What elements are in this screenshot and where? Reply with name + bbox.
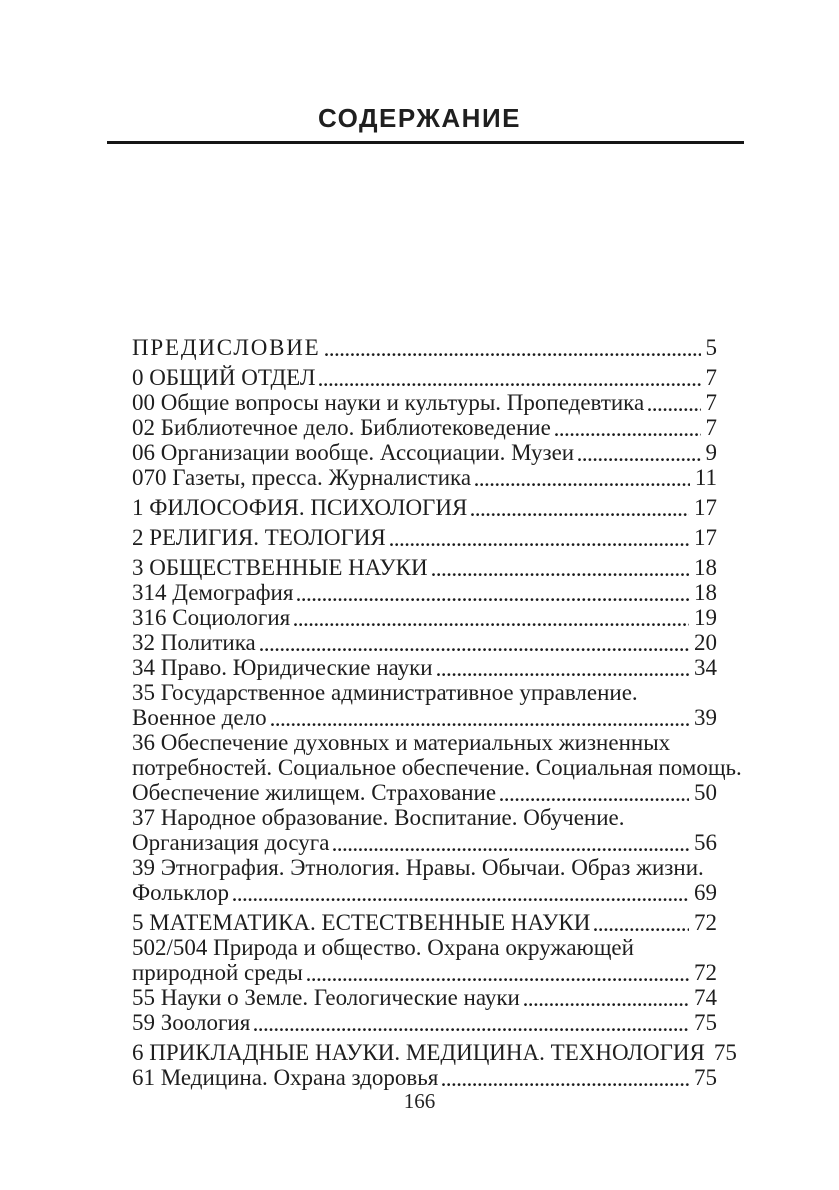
toc-page-number: 75 — [694, 1010, 717, 1035]
dot-leader — [471, 512, 689, 517]
dot-leader — [307, 977, 689, 982]
toc-entry-text: 502/504 Природа и общество. Охрана окружающей — [132, 935, 634, 960]
toc-entry-text: ПРЕДИСЛОВИЕ — [132, 335, 321, 360]
dot-leader — [333, 847, 689, 852]
dot-leader — [233, 897, 689, 902]
toc-entry — [132, 1040, 737, 1065]
toc-entry — [132, 630, 717, 655]
toc-entry-text: 39 Этнография. Этнология. Нравы. Обычаи. Образ жизни. — [132, 855, 704, 880]
toc-entry-text: потребностей. Социальное обеспечение. Социальная помощь. — [132, 755, 742, 780]
toc-line — [132, 1010, 717, 1035]
toc-line — [132, 655, 717, 680]
toc-entry-text: Военное дело — [132, 705, 267, 730]
toc-entry — [132, 605, 717, 630]
dot-leader — [271, 722, 689, 727]
toc-entry-text: 070 Газеты, пресса. Журналистика — [132, 465, 472, 490]
toc-entry — [132, 495, 717, 520]
toc-entry-text: 55 Науки о Земле. Геологические науки — [132, 985, 520, 1010]
toc-line — [132, 390, 717, 415]
toc-line — [132, 1065, 717, 1090]
toc-line — [132, 780, 717, 805]
toc-entry-text: Организация досуга — [132, 830, 330, 855]
toc-line — [132, 465, 717, 490]
toc-entry — [132, 730, 742, 805]
dot-leader — [648, 407, 700, 412]
toc-line — [132, 630, 717, 655]
toc-entry — [132, 335, 717, 360]
toc-line — [132, 705, 717, 730]
toc-line — [132, 335, 717, 360]
dot-leader — [294, 622, 689, 627]
toc-page-number: 72 — [694, 910, 717, 935]
toc-line — [132, 555, 717, 580]
toc-entry-text: 35 Государственное административное управление. — [132, 680, 638, 705]
page-title: СОДЕРЖАНИЕ — [318, 103, 521, 133]
toc-line — [132, 935, 717, 960]
toc-line — [132, 805, 717, 830]
toc-entry — [132, 465, 717, 490]
toc-page-number: 39 — [694, 705, 717, 730]
toc-line — [132, 855, 717, 880]
toc-line — [132, 525, 717, 550]
toc-entry — [132, 985, 717, 1010]
dot-leader — [500, 797, 689, 802]
toc-page-number: 56 — [694, 830, 717, 855]
dot-leader — [475, 482, 690, 487]
toc-entry-text: Обеспечение жилищем. Страхование — [132, 780, 497, 805]
dot-leader — [254, 1027, 689, 1032]
toc-entry — [132, 805, 717, 855]
toc-entry-text: 00 Общие вопросы науки и культуры. Пропедевтика — [132, 390, 645, 415]
toc-entry — [132, 910, 717, 935]
toc-entry-text: 37 Народное образование. Воспитание. Обучение. — [132, 805, 625, 830]
toc-entry-text: 3 ОБЩЕСТВЕННЫЕ НАУКИ — [132, 555, 428, 580]
toc-page-number: 69 — [694, 880, 717, 905]
toc-page-number: 75 — [694, 1065, 717, 1090]
dot-leader — [578, 457, 700, 462]
toc-line — [132, 415, 717, 440]
toc-line — [132, 1040, 737, 1065]
toc-line — [132, 910, 717, 935]
toc-page-number: 9 — [705, 440, 717, 465]
toc-line — [132, 495, 717, 520]
toc-page-number: 17 — [694, 495, 717, 520]
dot-leader — [442, 1082, 689, 1087]
toc-entry-text: природной среды — [132, 960, 303, 985]
toc-page-number: 7 — [705, 365, 717, 390]
dot-leader — [325, 352, 701, 357]
folio-page-number: 166 — [403, 1089, 436, 1113]
dot-leader — [555, 432, 701, 437]
toc-line — [132, 605, 717, 630]
toc-entry-text: 06 Организации вообще. Ассоциации. Музеи — [132, 440, 575, 465]
toc-entry — [132, 440, 717, 465]
toc-line — [132, 880, 717, 905]
dot-leader — [524, 1002, 689, 1007]
toc-line — [132, 830, 717, 855]
toc-entry — [132, 390, 717, 415]
toc-entry-text: 34 Право. Юридические науки — [132, 655, 433, 680]
toc-entry — [132, 365, 717, 390]
toc-page-number: 75 — [713, 1040, 737, 1065]
dot-leader — [297, 597, 689, 602]
toc-line — [132, 440, 717, 465]
toc-line — [132, 730, 717, 755]
toc-line — [132, 985, 717, 1010]
toc-page-number: 34 — [694, 655, 717, 680]
toc-page-number: 50 — [694, 780, 717, 805]
toc-entry — [132, 525, 717, 550]
toc-entry-text: 314 Демография — [132, 580, 294, 605]
toc-page-number: 11 — [694, 465, 717, 490]
toc-entry-text: 316 Социология — [132, 605, 291, 630]
toc-entry — [132, 580, 717, 605]
toc-line — [132, 755, 742, 780]
toc-entry — [132, 415, 717, 440]
toc-page-number: 19 — [694, 605, 717, 630]
toc-page-number: 7 — [705, 390, 717, 415]
toc-entry — [132, 555, 717, 580]
toc-entry-text: 61 Медицина. Охрана здоровья — [132, 1065, 439, 1090]
toc-entry-text: 5 МАТЕМАТИКА. ЕСТЕСТВЕННЫЕ НАУКИ — [132, 910, 591, 935]
toc-page-number: 5 — [705, 335, 717, 360]
toc-page-number: 72 — [694, 960, 717, 985]
toc-entry-text: 02 Библиотечное дело. Библиотековедение — [132, 415, 551, 440]
title-divider-rule — [107, 141, 744, 144]
toc-page-number: 18 — [694, 555, 717, 580]
toc-entry — [132, 1065, 717, 1090]
toc-entry-text: Фольклор — [132, 880, 229, 905]
toc-page-number: 20 — [694, 630, 717, 655]
toc-entry-text: 2 РЕЛИГИЯ. ТЕОЛОГИЯ — [132, 525, 386, 550]
toc-page-number: 17 — [694, 525, 717, 550]
toc-list — [132, 335, 742, 1090]
toc-line — [132, 580, 717, 605]
toc-entry-text: 0 ОБЩИЙ ОТДЕЛ — [132, 365, 316, 390]
dot-leader — [319, 382, 700, 387]
dot-leader — [437, 672, 689, 677]
dot-leader — [594, 927, 689, 932]
toc-entry — [132, 935, 717, 985]
toc-entry-text: 32 Политика — [132, 630, 256, 655]
dot-leader — [390, 542, 689, 547]
toc-page-number: 74 — [694, 985, 717, 1010]
toc-entry-text: 36 Обеспечение духовных и материальных жизненных — [132, 730, 671, 755]
toc-entry — [132, 1010, 717, 1035]
toc-entry — [132, 855, 717, 905]
toc-line — [132, 680, 717, 705]
toc-page-number: 18 — [694, 580, 717, 605]
toc-entry-text: 6 ПРИКЛАДНЫЕ НАУКИ. МЕДИЦИНА. ТЕХНОЛОГИЯ — [132, 1040, 705, 1065]
toc-entry-text: 59 Зоология — [132, 1010, 251, 1035]
toc-entry-text: 1 ФИЛОСОФИЯ. ПСИХОЛОГИЯ — [132, 495, 468, 520]
dot-leader — [432, 572, 689, 577]
toc-line — [132, 365, 717, 390]
toc-page-number: 7 — [705, 415, 717, 440]
dot-leader — [260, 647, 689, 652]
toc-entry — [132, 680, 717, 730]
toc-entry — [132, 655, 717, 680]
toc-line — [132, 960, 717, 985]
